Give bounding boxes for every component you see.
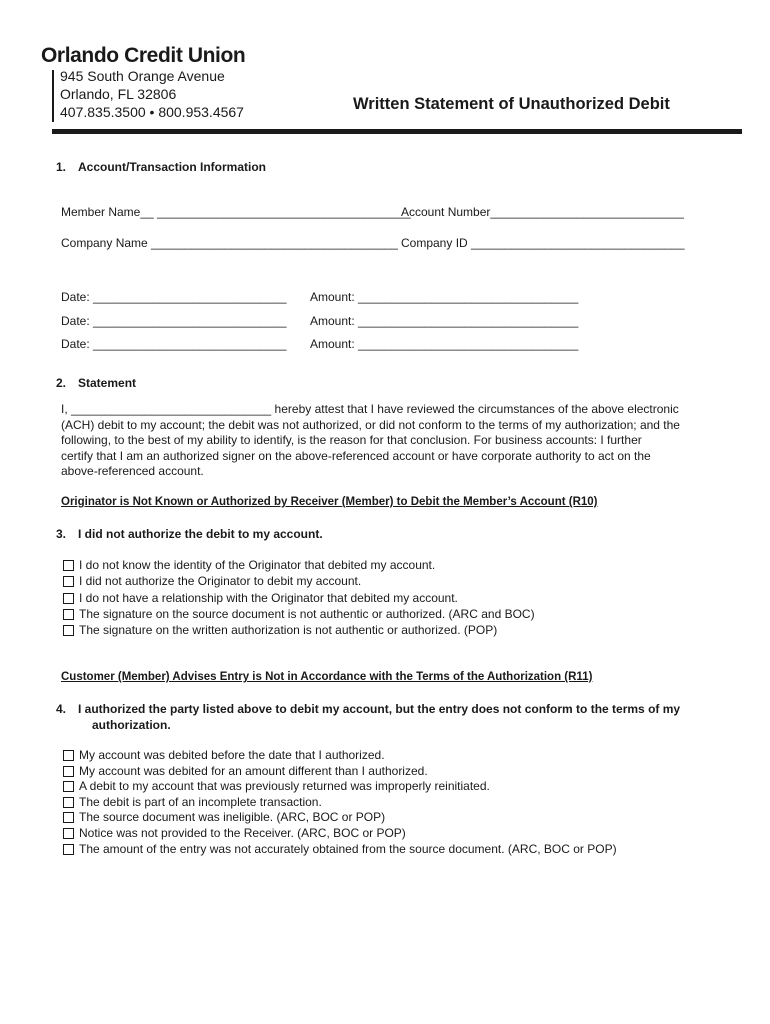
statement-paragraph (61, 402, 721, 480)
checkbox-label: I do not know the identity of the Originator that debited my account. (79, 558, 436, 572)
amount-field-2[interactable]: Amount: _________________________________ (310, 314, 579, 328)
checkbox-label: The signature on the source document is not authentic or authorized. (ARC and BOC) (79, 607, 535, 621)
section-3-title: I did not authorize the debit to my account. (78, 527, 323, 541)
date-field-2[interactable]: Date: _____________________________ (61, 314, 287, 328)
member-name-field[interactable]: Member Name__ ______________________________________ (61, 205, 411, 219)
company-id-field[interactable]: Company ID ________________________________ (401, 236, 685, 250)
checkbox-label: Notice was not provided to the Receiver. (ARC, BOC or POP) (79, 826, 406, 840)
checkbox-label: I do not have a relationship with the Originator that debited my account. (79, 591, 458, 605)
checkbox[interactable] (63, 766, 74, 777)
checkbox-label: The signature on the written authorization is not authentic or authorized. (POP) (79, 623, 498, 637)
company-name-field[interactable]: Company Name _____________________________________ (61, 236, 398, 250)
address-divider (52, 70, 54, 122)
checkbox-label: My account was debited for an amount different than I authorized. (79, 764, 428, 778)
section-2-heading (56, 376, 136, 390)
checkbox-label: A debit to my account that was previously returned was improperly reinitiated. (79, 779, 490, 793)
amount-field-1[interactable]: Amount: _________________________________ (310, 290, 579, 304)
statement-line: following, to the best of my ability to identify, is the reason for that conclusion. For business accounts: I further (61, 433, 642, 448)
address-line-1: 945 South Orange Avenue (60, 68, 225, 84)
amount-field-3[interactable]: Amount: _________________________________ (310, 337, 579, 351)
checkbox[interactable] (63, 625, 74, 636)
checkbox-item[interactable] (63, 607, 535, 621)
document-title: Written Statement of Unauthorized Debit (353, 95, 670, 113)
statement-line: (ACH) debit to my account; the debit was not authorized, or did not conform to the terms of my authorization; and the (61, 417, 680, 432)
checkbox[interactable] (63, 828, 74, 839)
checkbox-item[interactable] (63, 764, 428, 778)
checkbox-item[interactable] (63, 826, 406, 840)
checkbox-label: I did not authorize the Originator to debit my account. (79, 574, 362, 588)
checkbox[interactable] (63, 797, 74, 808)
date-field-1[interactable]: Date: _____________________________ (61, 290, 287, 304)
r11-heading: Customer (Member) Advises Entry is Not in Accordance with the Terms of the Authorization (R11) (61, 671, 593, 683)
checkbox[interactable] (63, 560, 74, 571)
section-4-title-line-1: I authorized the party listed above to debit my account, but the entry does not conform to the terms of my (78, 702, 681, 716)
checkbox[interactable] (63, 812, 74, 823)
checkbox[interactable] (63, 781, 74, 792)
checkbox-item[interactable] (63, 623, 497, 637)
checkbox[interactable] (63, 750, 74, 761)
account-number-field[interactable]: Account Number_____________________________ (401, 205, 684, 219)
address-line-2: Orlando, FL 32806 (60, 86, 177, 102)
date-field-3[interactable]: Date: _____________________________ (61, 337, 287, 351)
checkbox[interactable] (63, 593, 74, 604)
section-4-title-line-2: authorization. (92, 717, 171, 732)
checkbox[interactable] (63, 844, 74, 855)
checkbox-item[interactable] (63, 795, 322, 809)
section-4-number: 4. (56, 702, 67, 716)
checkbox-item[interactable] (63, 810, 385, 824)
checkbox-item[interactable] (63, 574, 361, 588)
org-name: Orlando Credit Union (41, 44, 246, 67)
checkbox-item[interactable] (63, 842, 617, 856)
section-4-heading (56, 702, 696, 733)
statement-line: certify that I am an authorized signer on the above-referenced account or have corporate authority to act on the (61, 448, 651, 463)
section-3-number: 3. (56, 527, 67, 541)
statement-line: above-referenced account. (61, 464, 204, 479)
checkbox-item[interactable] (63, 558, 435, 572)
title-divider (52, 129, 742, 134)
checkbox-label: The amount of the entry was not accurately obtained from the source document. (ARC, BOC or POP) (79, 842, 617, 856)
checkbox-label: The source document was ineligible. (ARC, BOC or POP) (79, 810, 386, 824)
checkbox-label: My account was debited before the date that I authorized. (79, 748, 385, 762)
section-2-title: Statement (78, 376, 137, 390)
checkbox-label: The debit is part of an incomplete transaction. (79, 795, 322, 809)
section-1-title: Account/Transaction Information (78, 160, 267, 174)
checkbox-item[interactable] (63, 779, 490, 793)
checkbox-item[interactable] (63, 591, 458, 605)
section-1-number: 1. (56, 160, 67, 174)
checkbox[interactable] (63, 609, 74, 620)
checkbox-item[interactable] (63, 748, 385, 762)
section-1-heading (56, 160, 266, 174)
r10-heading: Originator is Not Known or Authorized by Receiver (Member) to Debit the Member’s Account (R10) (61, 496, 598, 508)
section-2-number: 2. (56, 376, 67, 390)
phone-line: 407.835.3500 • 800.953.4567 (60, 104, 244, 120)
statement-line: I, ______________________________ hereby attest that I have reviewed the circumstances of the above electronic (61, 402, 679, 416)
section-3-heading (56, 527, 323, 541)
checkbox[interactable] (63, 576, 74, 587)
